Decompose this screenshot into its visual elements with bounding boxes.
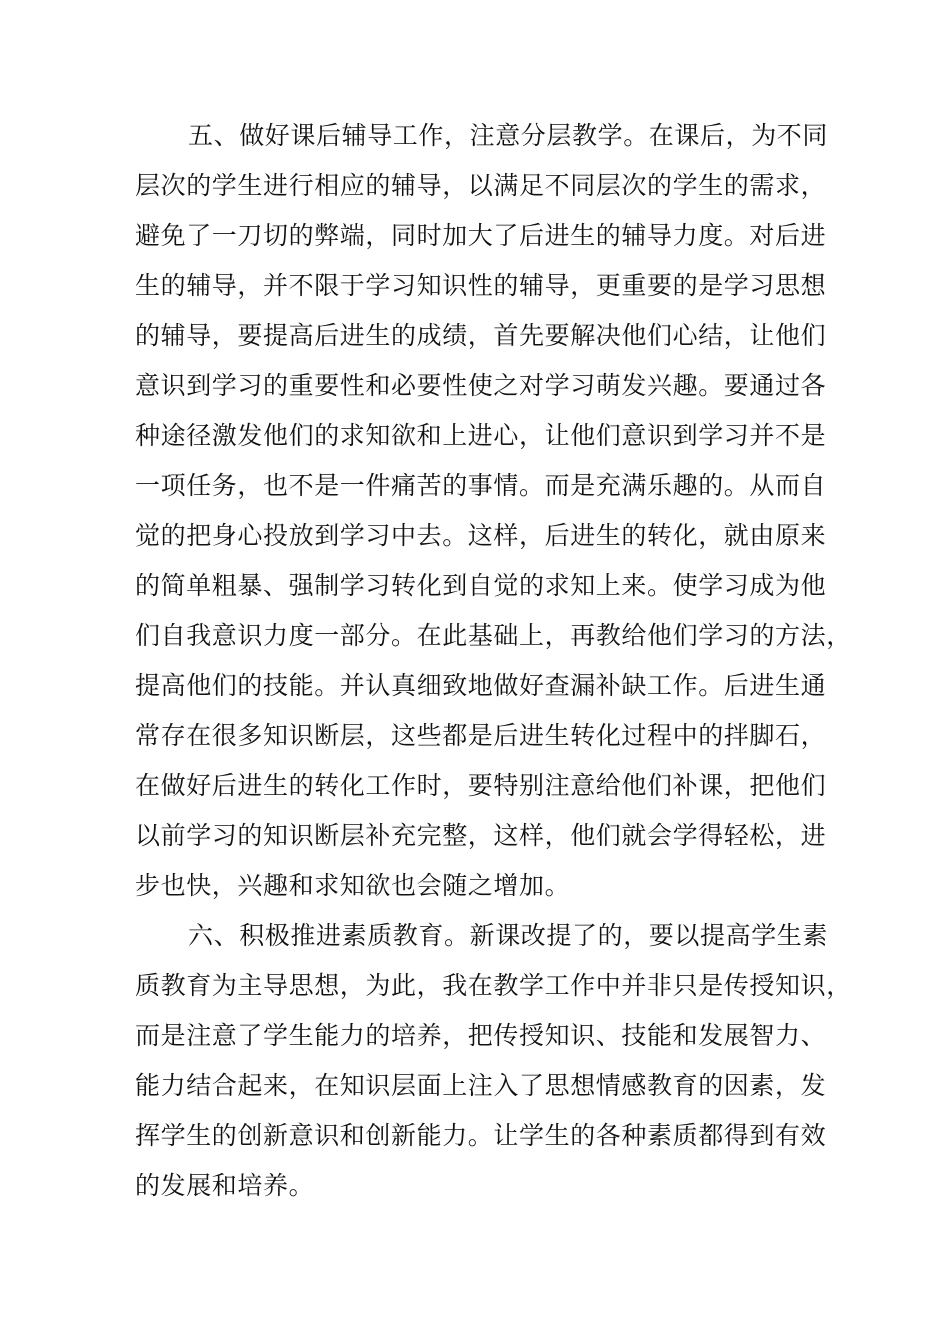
text-line: 避免了一刀切的弊端，同时加大了后进生的辅导力度。对后进 bbox=[135, 221, 827, 250]
paragraph-section-6 bbox=[135, 911, 852, 1211]
text-line: 觉的把身心投放到学习中去。这样，后进生的转化，就由原来 bbox=[135, 521, 827, 550]
text-line: 提高他们的技能。并认真细致地做好查漏补缺工作。后进生通 bbox=[135, 671, 827, 700]
document-body bbox=[135, 111, 852, 1211]
text-line: 的简单粗暴、强制学习转化到自觉的求知上来。使学习成为他 bbox=[135, 571, 827, 600]
text-line: 质教育为主导思想，为此，我在教学工作中并非只是传授知识， bbox=[135, 971, 852, 1000]
text-line: 挥学生的创新意识和创新能力。让学生的各种素质都得到有效 bbox=[135, 1121, 827, 1150]
text-line: 在做好后进生的转化工作时，要特别注意给他们补课，把他们 bbox=[135, 771, 827, 800]
text-line: 步也快，兴趣和求知欲也会随之增加。 bbox=[135, 871, 571, 900]
text-line: 们自我意识力度一部分。在此基础上，再教给他们学习的方法， bbox=[135, 621, 852, 650]
text-line: 的辅导，要提高后进生的成绩，首先要解决他们心结，让他们 bbox=[135, 321, 827, 350]
text-line: 种途径激发他们的求知欲和上进心，让他们意识到学习并不是 bbox=[135, 421, 827, 450]
paragraph-section-5 bbox=[135, 111, 852, 911]
text-line: 六、积极推进素质教育。新课改提了的，要以提高学生素 bbox=[188, 921, 829, 950]
text-line: 常存在很多知识断层，这些都是后进生转化过程中的拌脚石， bbox=[135, 721, 827, 750]
text-line: 五、做好课后辅导工作，注意分层教学。在课后，为不同 bbox=[188, 121, 829, 150]
text-line: 层次的学生进行相应的辅导，以满足不同层次的学生的需求， bbox=[135, 171, 827, 200]
text-line: 一项任务，也不是一件痛苦的事情。而是充满乐趣的。从而自 bbox=[135, 471, 827, 500]
text-line: 以前学习的知识断层补充完整，这样，他们就会学得轻松，进 bbox=[135, 821, 827, 850]
text-line: 意识到学习的重要性和必要性使之对学习萌发兴趣。要通过各 bbox=[135, 371, 827, 400]
text-line: 生的辅导，并不限于学习知识性的辅导，更重要的是学习思想 bbox=[135, 271, 827, 300]
text-line: 能力结合起来，在知识层面上注入了思想情感教育的因素，发 bbox=[135, 1071, 827, 1100]
text-line: 的发展和培养。 bbox=[135, 1171, 315, 1200]
text-line: 而是注意了学生能力的培养，把传授知识、技能和发展智力、 bbox=[135, 1021, 827, 1050]
